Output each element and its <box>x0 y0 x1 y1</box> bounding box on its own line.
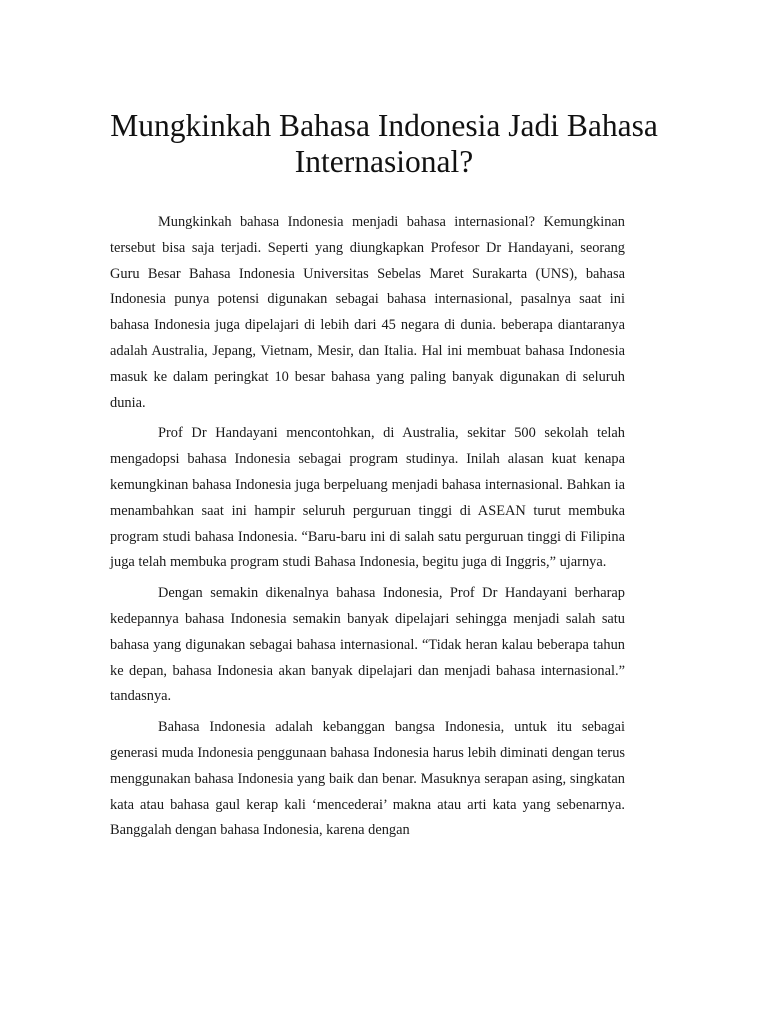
paragraph-1: Mungkinkah bahasa Indonesia menjadi bahasa internasional? Kemungkinan tersebut bisa saja terjadi. Seperti yang diungkapkan Profesor Dr Handayani, seorang Guru Besar Bahasa Indonesia Universitas Sebelas Maret Surakarta (UNS), bahasa Indonesia punya potensi digunakan sebagai bahasa internasional, pasalnya saat ini bahasa Indonesia juga dipelajari di lebih dari 45 negara di dunia. beberapa diantaranya adalah Australia, Jepang, Vietnam, Mesir, dan Italia. Hal ini membuat bahasa Indonesia masuk ke dalam peringkat 10 besar bahasa yang paling banyak digunakan di seluruh dunia. <box>110 214 625 411</box>
paragraph-4: Bahasa Indonesia adalah kebanggan bangsa Indonesia, untuk itu sebagai generasi muda Indonesia penggunaan bahasa Indonesia harus lebih diminati dengan terus menggunakan bahasa Indonesia yang baik dan benar. Masuknya serapan asing, singkatan kata atau bahasa gaul kerap kali ‘mencederai’ makna atau arti kata yang sebenarnya. Banggalah dengan bahasa Indonesia, karena dengan <box>110 719 625 839</box>
paragraph-3: Dengan semakin dikenalnya bahasa Indonesia, Prof Dr Handayani berharap kedepannya bahasa Indonesia semakin banyak dipelajari sehingga menjadi salah satu bahasa yang digunakan sebagai bahasa internasional. “Tidak heran kalau beberapa tahun ke depan, bahasa Indonesia akan banyak dipelajari dan menjadi bahasa internasional.” tandasnya. <box>110 585 625 705</box>
paragraph-2: Prof Dr Handayani mencontohkan, di Australia, sekitar 500 sekolah telah mengadopsi bahasa Indonesia sebagai program studinya. Inilah alasan kuat kenapa kemungkinan bahasa Indonesia juga berpeluang menjadi bahasa internasional. Bahkan ia menambahkan saat ini hampir seluruh perguruan tinggi di ASEAN turut membuka program studi bahasa Indonesia. “Baru-baru ini di salah satu perguruan tinggi di Filipina juga telah membuka program studi Bahasa Indonesia, begitu juga di Inggris,” ujarnya. <box>110 425 625 571</box>
document-title: Mungkinkah Bahasa Indonesia Jadi Bahasa Internasional? <box>110 108 658 179</box>
document-body <box>110 210 625 849</box>
